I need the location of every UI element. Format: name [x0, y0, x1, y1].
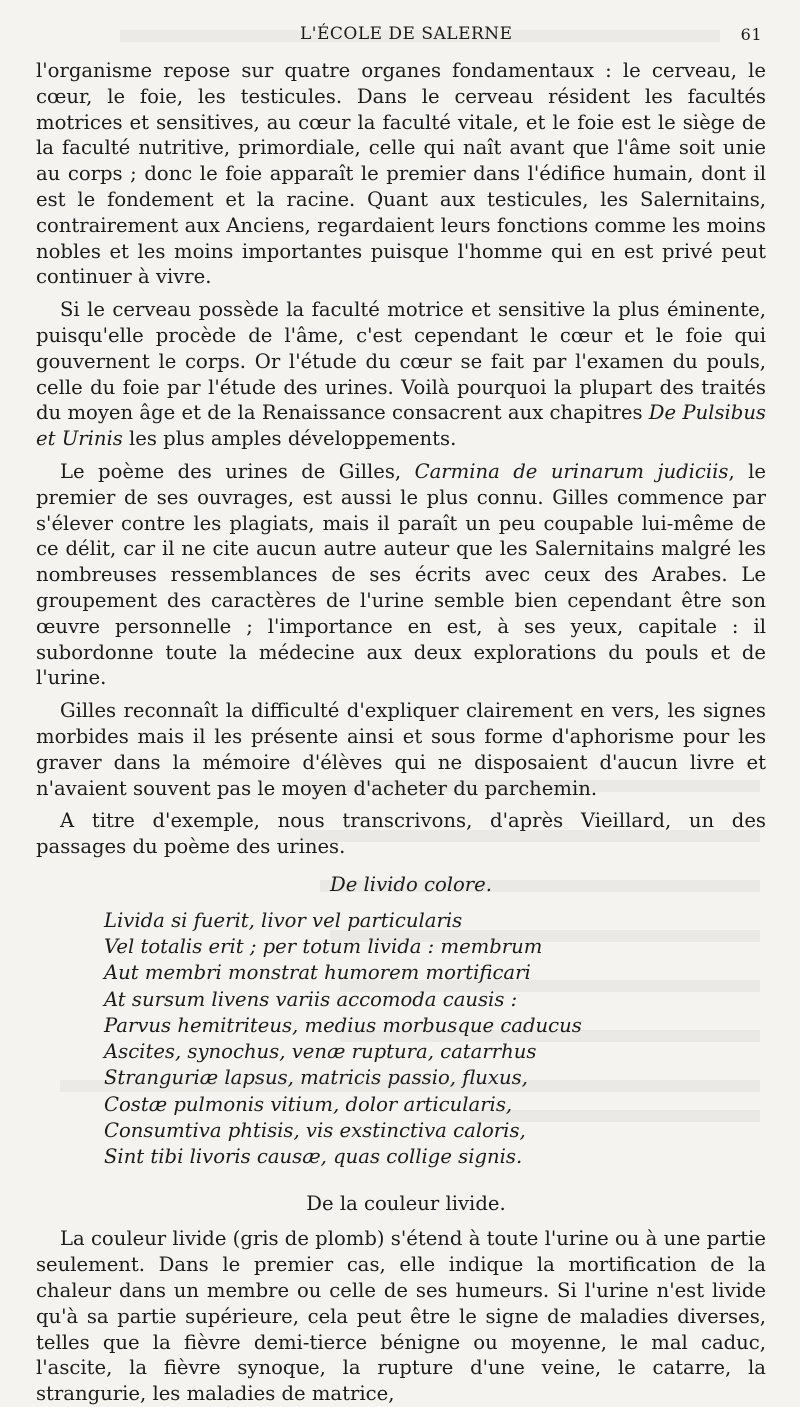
poem-line: Stranguriæ lapsus, matricis passio, fluxus,	[104, 1066, 528, 1090]
paragraph-text: les plus amples développements.	[122, 427, 457, 451]
paragraph-example: A titre d'exemple, nous transcrivons, d'après Vieillard, un des passages du poème des urines.	[36, 809, 766, 859]
poem-line: Sint tibi livoris causæ, quas collige signis.	[104, 1145, 523, 1169]
poem-line: Vel totalis erit ; per totum livida : membrum	[104, 935, 543, 958]
poem-line: Parvus hemitriteus, medius morbusque caducus	[104, 1013, 582, 1037]
translation-title: De la couleur livide.	[306, 1191, 506, 1215]
running-title: L'ÉCOLE DE SALERNE	[300, 24, 513, 44]
poem-line: Aut membri monstrat humorem mortificari	[104, 961, 531, 985]
paragraph-text: Si le cerveau possède la faculté motrice et sensitive la plus éminente, puisqu'elle procède de l'âme, c'est cependant le cœur et le foie qui gouvernent le corps. Or l'étude du cœur se fait par l'examen du pouls, celle du foie par l'étude des urines. Voilà pourquoi la plupart des traités du moyen âge et de la Renaissance consacrent aux chapitres	[36, 298, 766, 425]
paragraph-organs: l'organisme repose sur quatre organes fondamentaux : le cerveau, le cœur, le foie, les testicules. Dans le cerveau résident les facultés motrices et sensitives, au cœur la faculté vitale, et le foie est le siège de la faculté nutritive, primordiale, celle qui naît avant que l'âme soit unie au corps ; donc le foie apparaît le premier dans l'édifice humain, dont il est le fondement et la racine. Quant aux testicules, les Salernitains, contrairement aux Anciens, regardaient leurs fonctions comme les moins nobles et les moins importantes puisque l'homme qui en est privé peut continuer à vivre.	[36, 59, 766, 289]
paragraph-aphorism: Gilles reconnaît la difficulté d'expliquer clairement en vers, les signes morbides mais il les présente ainsi et sous forme d'aphorisme pour les graver dans la mémoire d'élèves qui ne disposaient d'aucun livre et n'avaient souvent pas le moyen d'acheter du parchemin.	[36, 699, 766, 800]
book-page	[36, 22, 766, 1407]
poem-line: Consumtiva phtisis, vis exstinctiva caloris,	[104, 1119, 526, 1143]
latin-title: De Pulsibus et Urinis	[36, 401, 766, 451]
poem-title: De livido colore.	[330, 872, 492, 896]
paragraph-text: , le premier de ses ouvrages, est aussi le plus connu. Gilles commence par s'élever contre les plagiats, mais il paraît un peu coupable lui-même de ce délit, car il ne cite aucun autre auteur que les Salernitains malgré les nombreuses ressemblances de ses écrits avec ceux des Arabes. Le groupement des caractères de l'urine semble bien cependant être son œuvre personnelle ; l'importance en est, à ses yeux, capitale : il subordonne toute la médecine aux deux explorations du pouls et de l'urine.	[36, 459, 766, 690]
poem-line: At sursum livens variis accomoda causis :	[104, 987, 518, 1011]
translation-paragraph: La couleur livide (gris de plomb) s'étend à toute l'urine ou à une partie seulement. Dans le premier cas, elle indique la mortification de la chaleur dans un membre ou celle de ses humeurs. Si l'urine n'est livide qu'à sa partie supérieure, cela peut être le signe de maladies diverses, telles que la fièvre demi-tierce bénigne ou moyenne, le mal caduc, l'ascite, la fièvre synoque, la rupture d'une veine, le catarre, la strangurie, les maladies de matrice,	[36, 1227, 766, 1406]
paragraph-gilles-poem	[36, 459, 766, 691]
running-header	[36, 22, 766, 58]
page-number: 61	[740, 25, 762, 44]
paragraph-text: Le poème des urines de Gilles,	[60, 459, 415, 483]
poem-line: Costæ pulmonis vitium, dolor articularis,	[104, 1092, 513, 1116]
latin-title: Carmina de urinarum judiciis	[414, 459, 729, 483]
paragraph-heart-liver	[36, 297, 766, 452]
poem-line: Ascites, synochus, venæ ruptura, catarrhus	[104, 1040, 537, 1064]
latin-poem	[104, 908, 766, 1171]
poem-line: Livida si fuerit, livor vel particularis	[104, 908, 463, 932]
